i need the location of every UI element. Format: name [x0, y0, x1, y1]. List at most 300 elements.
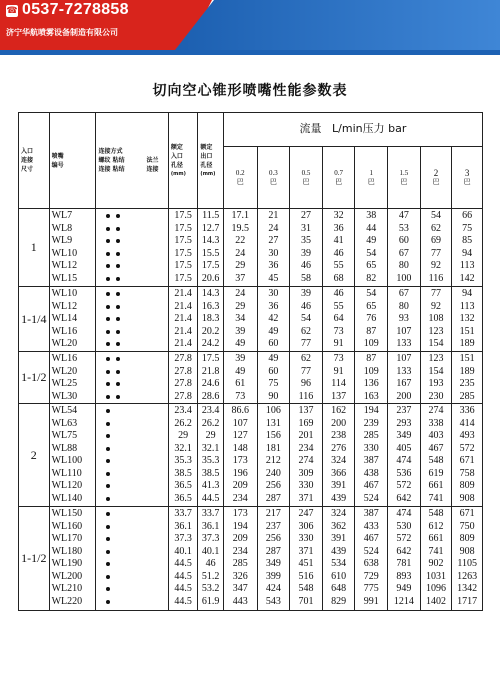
dot-mark-icon [106, 459, 110, 463]
dot-mark-icon [106, 264, 110, 268]
dot-mark-icon [106, 600, 110, 604]
flow-value: 30 [268, 288, 279, 299]
flow-cell [355, 404, 388, 507]
flow-value: 27 [268, 235, 279, 246]
dot-mark-icon [106, 537, 110, 541]
flow-value: 642 [396, 545, 412, 557]
model-number: WL10 [51, 247, 78, 259]
flow-cell [452, 209, 483, 287]
flow-value: 65 [366, 260, 377, 271]
dot-mark-icon [106, 292, 110, 296]
dot-mark-icon [106, 497, 110, 501]
flow-value: 201 [298, 430, 314, 441]
flow-value: 193 [428, 378, 444, 389]
flow-value: 330 [363, 442, 379, 454]
connection-marks [96, 313, 167, 326]
outlet-bore-value: 26.2 [201, 417, 220, 429]
flow-cell [223, 352, 257, 404]
outlet-bore-cell [198, 507, 223, 611]
flow-value: 49 [366, 235, 377, 246]
flow-value: 173 [232, 508, 248, 519]
flow-value: 93 [398, 313, 409, 324]
inlet-bore-cell [168, 352, 198, 404]
dot-mark-icon [116, 264, 120, 268]
inlet-bore-value: 27.8 [174, 365, 192, 377]
dot-mark-icon [106, 512, 110, 516]
inlet-bore-value: 44.5 [174, 570, 192, 582]
flow-value: 330 [298, 533, 314, 544]
outlet-bore-value: 29 [205, 430, 216, 441]
flow-value: 247 [298, 508, 314, 519]
connection-marks [96, 353, 167, 366]
flow-value: 154 [428, 365, 444, 377]
inlet-bore-value: 35.3 [174, 455, 192, 466]
flow-value: 109 [363, 338, 379, 349]
connection-cell [96, 404, 168, 507]
connection-cell [96, 507, 168, 611]
flow-value: 61 [235, 378, 246, 389]
flow-value: 44 [366, 222, 377, 234]
flow-cell [290, 507, 323, 611]
dot-mark-icon [106, 239, 110, 243]
flow-value: 256 [265, 533, 281, 544]
inlet-bore-value: 17.5 [174, 247, 192, 259]
flow-cell [223, 404, 257, 507]
flow-value: 189 [459, 338, 475, 349]
page-title: 切向空心锥形喷嘴性能参数表 [152, 83, 348, 99]
flow-cell [322, 209, 355, 287]
flow-value: 38 [366, 210, 377, 221]
model-number: WL75 [51, 430, 78, 441]
flow-value: 741 [428, 545, 444, 557]
dot-mark-icon [106, 409, 110, 413]
model-number: WL160 [51, 520, 83, 532]
dot-mark-icon [106, 434, 110, 438]
flow-value: 54 [366, 247, 377, 259]
inlet-bore-value: 26.2 [174, 417, 192, 429]
flow-value: 1342 [457, 583, 478, 594]
flow-value: 741 [428, 492, 444, 504]
flow-value: 47 [398, 210, 409, 221]
flow-value: 338 [428, 417, 444, 429]
flow-value: 239 [363, 417, 379, 429]
flow-cell [420, 352, 452, 404]
flow-value: 238 [331, 430, 347, 441]
connection-marks [96, 273, 167, 286]
outlet-bore-value: 40.1 [201, 545, 220, 557]
flow-value: 75 [462, 222, 473, 234]
inlet-bore-value: 17.5 [174, 222, 192, 234]
inlet-bore-value: 27.8 [174, 390, 192, 402]
flow-value: 230 [428, 390, 444, 402]
flow-value: 775 [363, 583, 379, 594]
flow-value: 781 [396, 558, 412, 569]
connection-cell [96, 209, 168, 287]
flow-value: 82 [366, 272, 377, 284]
dot-mark-icon [116, 330, 120, 334]
flow-cell [388, 209, 421, 287]
flow-value: 163 [363, 390, 379, 402]
flow-value: 1717 [457, 595, 478, 607]
flow-cell [223, 507, 257, 611]
outlet-bore-value: 61.9 [201, 595, 220, 607]
flow-value: 151 [459, 325, 475, 337]
flow-cell [322, 287, 355, 352]
flow-value: 36 [268, 260, 279, 271]
flow-value: 467 [428, 442, 444, 454]
inlet-bore-value: 32.1 [174, 442, 192, 454]
model-number: WL12 [51, 300, 78, 312]
flow-value: 572 [396, 480, 412, 491]
flow-value: 46 [333, 247, 344, 259]
flow-value: 77 [430, 288, 441, 299]
connection-marks [96, 405, 167, 418]
connection-marks [96, 418, 167, 431]
flow-value: 256 [265, 480, 281, 491]
flow-value: 87 [366, 353, 377, 364]
model-number: WL210 [51, 583, 83, 594]
flow-cell [257, 209, 290, 287]
flow-value: 349 [265, 558, 281, 569]
dot-mark-icon [106, 330, 110, 334]
flow-value: 36 [333, 222, 344, 234]
flow-value: 17.1 [231, 210, 249, 221]
inlet-size-cell: 1 [19, 209, 50, 287]
inlet-bore-value: 17.5 [174, 210, 192, 221]
pressure-header: 3 巴 [452, 147, 483, 209]
flow-value: 39 [300, 247, 311, 259]
dot-mark-icon [106, 550, 110, 554]
flow-value: 750 [459, 520, 475, 532]
inlet-bore-value: 21.4 [174, 313, 192, 324]
flow-value: 91 [333, 338, 344, 349]
inlet-bore-cell [168, 404, 198, 507]
dot-mark-icon [106, 472, 110, 476]
flow-cell [388, 287, 421, 352]
outlet-bore-value: 28.6 [201, 390, 220, 402]
flow-value: 439 [331, 492, 347, 504]
inlet-bore-value: 21.4 [174, 288, 192, 299]
flow-value: 610 [331, 570, 347, 582]
flow-value: 276 [331, 442, 347, 454]
flow-value: 467 [363, 480, 379, 491]
flow-value: 217 [265, 508, 281, 519]
connection-cell [96, 287, 168, 352]
col-header-model: 喷嘴 编号 [49, 113, 96, 209]
flow-value: 86.6 [231, 405, 249, 416]
model-number: WL170 [51, 533, 83, 544]
flow-cell [420, 287, 452, 352]
flow-cell [420, 209, 452, 287]
flow-value: 387 [363, 508, 379, 519]
banner-stripe [0, 50, 500, 55]
flow-value: 62 [300, 353, 311, 364]
flow-cell [388, 404, 421, 507]
model-number: WL88 [51, 442, 78, 454]
flow-value: 19.5 [231, 222, 249, 234]
flow-value: 196 [232, 467, 248, 479]
flow-value: 169 [298, 417, 314, 429]
flow-value: 572 [459, 442, 475, 454]
dot-mark-icon [106, 357, 110, 361]
model-number: WL200 [51, 570, 83, 582]
flow-value: 414 [459, 417, 475, 429]
flow-value: 285 [363, 430, 379, 441]
model-number: WL150 [51, 508, 83, 519]
flow-value: 77 [300, 365, 311, 377]
model-number: WL20 [51, 338, 78, 349]
flow-value: 829 [331, 595, 347, 607]
connection-marks [96, 338, 167, 351]
pressure-header: 0.7 巴 [322, 147, 355, 209]
flow-value: 77 [300, 338, 311, 349]
flow-value: 306 [298, 520, 314, 532]
model-number: WL8 [51, 222, 73, 234]
flow-value: 24 [268, 222, 279, 234]
outlet-bore-value: 44.5 [201, 492, 220, 504]
outlet-bore-value: 23.4 [201, 405, 220, 416]
flow-value: 73 [235, 390, 246, 402]
table-row-group [19, 404, 483, 507]
flow-value: 516 [298, 570, 314, 582]
flow-value: 433 [363, 520, 379, 532]
outlet-bore-value: 18.3 [201, 313, 220, 324]
model-number: WL140 [51, 492, 83, 504]
inlet-bore-value: 36.5 [174, 492, 192, 504]
flow-value: 443 [232, 595, 248, 607]
inlet-bore-value: 38.5 [174, 467, 192, 479]
flow-value: 94 [462, 288, 473, 299]
table-row-group [19, 507, 483, 611]
flow-value: 133 [396, 338, 412, 349]
flow-cell [322, 507, 355, 611]
col-header-flow: 流量 L/min压力 bar [223, 113, 482, 147]
flow-value: 65 [366, 300, 377, 312]
model-number: WL180 [51, 545, 83, 557]
flow-value: 107 [396, 353, 412, 364]
model-number: WL7 [51, 210, 73, 221]
outlet-bore-value: 20.2 [201, 325, 220, 337]
flow-value: 1402 [425, 595, 446, 607]
col-header-outlet-bore: 额定 出口 孔径 (mm) [198, 113, 223, 209]
model-number: WL14 [51, 313, 78, 324]
dot-mark-icon [116, 357, 120, 361]
flow-value: 809 [459, 533, 475, 544]
flow-value: 758 [459, 467, 475, 479]
flow-value: 349 [396, 430, 412, 441]
flow-value: 91 [333, 365, 344, 377]
model-number: WL25 [51, 378, 78, 389]
connection-marks [96, 288, 167, 301]
dot-mark-icon [106, 447, 110, 451]
outlet-bore-value: 35.3 [201, 455, 220, 466]
flow-value: 285 [232, 558, 248, 569]
flow-value: 107 [232, 417, 248, 429]
flow-value: 136 [363, 378, 379, 389]
flow-value: 24 [235, 247, 246, 259]
flow-value: 212 [265, 455, 281, 466]
flow-value: 493 [459, 430, 475, 441]
flow-value: 49 [235, 338, 246, 349]
dot-mark-icon [116, 239, 120, 243]
table-row-group [19, 352, 483, 404]
connection-marks [96, 508, 167, 521]
dot-mark-icon [106, 252, 110, 256]
flow-value: 151 [459, 353, 475, 364]
dot-mark-icon [116, 305, 120, 309]
flow-value: 114 [331, 378, 346, 389]
model-number: WL190 [51, 558, 83, 569]
connection-marks [96, 378, 167, 391]
connection-marks [96, 235, 167, 248]
flow-value: 60 [398, 235, 409, 246]
inlet-bore-value: 44.5 [174, 583, 192, 594]
flow-value: 45 [268, 272, 279, 284]
flow-value: 330 [298, 480, 314, 491]
pressure-header: 1 巴 [355, 147, 388, 209]
flow-value: 235 [459, 378, 475, 389]
flow-value: 405 [396, 442, 412, 454]
model-cell [49, 287, 96, 352]
dot-mark-icon [116, 252, 120, 256]
outlet-bore-value: 14.3 [201, 288, 220, 299]
flow-value: 548 [298, 583, 314, 594]
model-number: WL12 [51, 260, 78, 271]
flow-value: 237 [396, 405, 412, 416]
flow-value: 893 [396, 570, 412, 582]
flow-value: 548 [428, 508, 444, 519]
pressure-header: 2 巴 [420, 147, 452, 209]
connection-marks [96, 223, 167, 236]
model-cell [49, 404, 96, 507]
flow-value: 137 [298, 405, 314, 416]
outlet-bore-value: 51.2 [201, 570, 220, 582]
flow-value: 55 [333, 300, 344, 312]
outlet-bore-value: 32.1 [201, 442, 220, 454]
flow-value: 287 [265, 492, 281, 504]
flow-value: 991 [363, 595, 379, 607]
flow-value: 474 [396, 455, 412, 466]
flow-value: 474 [396, 508, 412, 519]
flow-value: 133 [396, 365, 412, 377]
flow-value: 90 [268, 390, 279, 402]
dot-mark-icon [106, 587, 110, 591]
outlet-bore-value: 33.7 [201, 508, 220, 519]
flow-value: 27 [300, 210, 311, 221]
dot-mark-icon [106, 575, 110, 579]
phone-icon: ☎ [6, 6, 18, 16]
model-number: WL9 [51, 235, 73, 246]
flow-value: 438 [363, 467, 379, 479]
flow-value: 22 [235, 235, 246, 246]
flow-value: 287 [265, 545, 281, 557]
flow-value: 123 [428, 353, 444, 364]
flow-value: 309 [298, 467, 314, 479]
pressure-header: 1.5 巴 [388, 147, 421, 209]
flow-value: 439 [331, 545, 347, 557]
model-number: WL16 [51, 325, 78, 337]
flow-value: 194 [232, 520, 248, 532]
flow-value: 37 [235, 272, 246, 284]
flow-value: 902 [428, 558, 444, 569]
dot-mark-icon [106, 317, 110, 321]
col-header-connection: 连接方式 螺纹 粘结 连接 粘结 法兰 连接 [96, 113, 168, 209]
flow-value: 293 [396, 417, 412, 429]
header-banner [0, 0, 500, 50]
dot-mark-icon [106, 382, 110, 386]
connection-marks [96, 326, 167, 339]
flow-cell [452, 507, 483, 611]
flow-cell [290, 352, 323, 404]
inlet-bore-value: 36.5 [174, 480, 192, 491]
dot-mark-icon [116, 292, 120, 296]
flow-cell [355, 507, 388, 611]
flow-value: 49 [268, 325, 279, 337]
inlet-bore-value: 33.7 [174, 508, 192, 519]
flow-value: 116 [428, 272, 444, 284]
banner-blue-panel [175, 0, 500, 50]
dot-mark-icon [106, 277, 110, 281]
flow-value: 54 [366, 288, 377, 299]
flow-value: 36 [268, 300, 279, 312]
flow-value: 324 [331, 455, 347, 466]
inlet-size-cell: 1-1/2 [19, 507, 50, 611]
flow-value: 92 [430, 300, 441, 312]
flow-value: 113 [459, 300, 475, 312]
connection-marks [96, 558, 167, 571]
connection-marks [96, 546, 167, 559]
model-number: WL20 [51, 365, 78, 377]
flow-value: 123 [428, 325, 444, 337]
model-number: WL110 [51, 467, 82, 479]
flow-value: 73 [333, 325, 344, 337]
connection-marks [96, 533, 167, 546]
model-cell [49, 507, 96, 611]
model-number: WL63 [51, 417, 78, 429]
flow-value: 132 [459, 313, 475, 324]
outlet-bore-value: 41.3 [201, 480, 220, 491]
flow-value: 209 [232, 480, 248, 491]
flow-cell [223, 287, 257, 352]
connection-marks [96, 480, 167, 493]
dot-mark-icon [106, 370, 110, 374]
flow-value: 194 [363, 405, 379, 416]
flow-value: 371 [298, 492, 314, 504]
outlet-bore-cell [198, 404, 223, 507]
flow-value: 49 [268, 353, 279, 364]
model-number: WL16 [51, 353, 78, 364]
flow-value: 949 [396, 583, 412, 594]
flow-value: 92 [430, 260, 441, 271]
flow-cell [388, 507, 421, 611]
outlet-bore-value: 17.5 [201, 353, 220, 364]
flow-value: 285 [459, 390, 475, 402]
outlet-bore-value: 36.1 [201, 520, 220, 532]
flow-value: 30 [268, 247, 279, 259]
flow-value: 109 [363, 365, 379, 377]
model-number: WL54 [51, 405, 78, 416]
flow-cell [322, 352, 355, 404]
flow-value: 638 [363, 558, 379, 569]
connection-cell [96, 352, 168, 404]
outlet-bore-value: 21.8 [201, 365, 220, 377]
connection-marks [96, 468, 167, 481]
flow-value: 29 [235, 300, 246, 312]
flow-value: 399 [265, 570, 281, 582]
flow-value: 189 [459, 365, 475, 377]
dot-mark-icon [116, 317, 120, 321]
flow-value: 234 [232, 545, 248, 557]
